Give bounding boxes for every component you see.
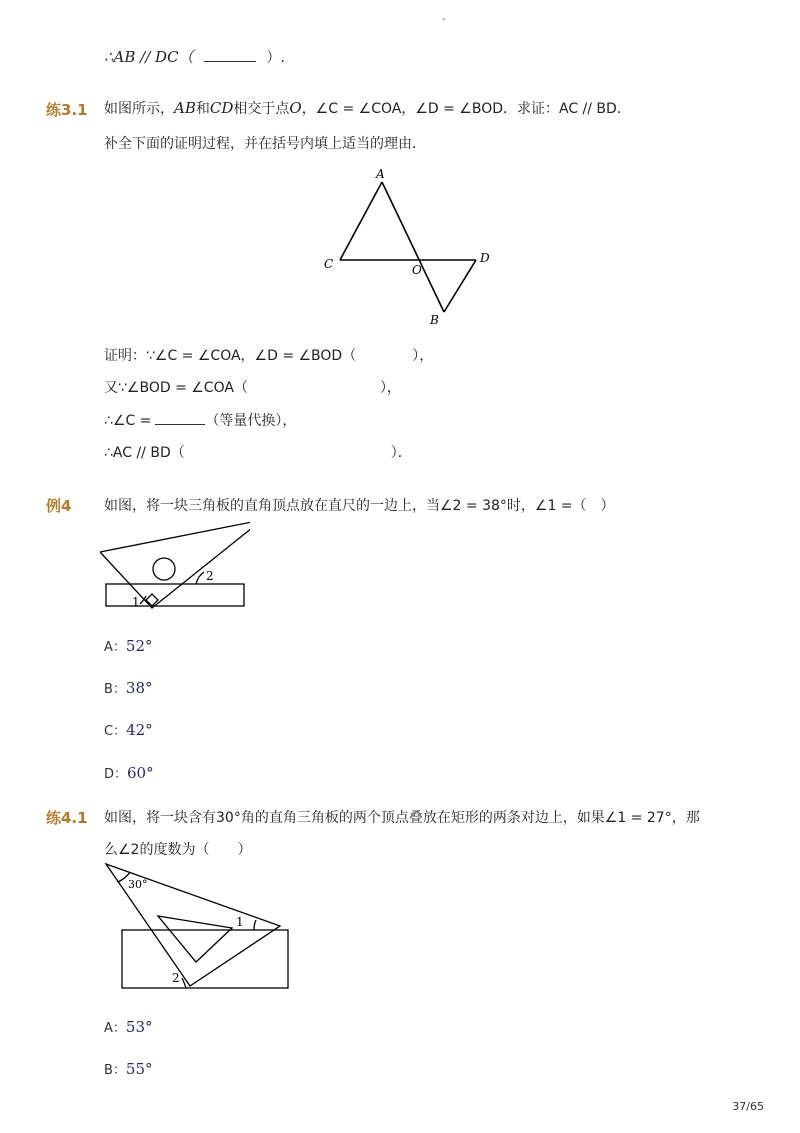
angle-1-arc	[254, 920, 256, 930]
option-value: 53°	[125, 1018, 153, 1036]
set-square	[100, 520, 250, 608]
segment-db	[444, 260, 476, 312]
option-value: 55°	[125, 1060, 153, 1078]
ex4-question: 如图，将一块三角板的直角顶点放在直尺的一边上，当∠2 = 38°时，∠1 =（ ）	[104, 498, 615, 514]
proof-4-close: ）．	[390, 445, 412, 461]
header-mark: -	[442, 14, 446, 25]
top-line-close: ）.	[266, 50, 285, 66]
page-number: 37/65	[732, 1100, 764, 1113]
ex31-line2: 补全下面的证明过程，并在括号内填上适当的理由．	[104, 136, 426, 152]
ex41-tag: 练4.1	[46, 809, 88, 827]
ex41-option-a[interactable]	[104, 1017, 153, 1036]
option-letter: B：	[104, 1063, 126, 1078]
option-letter: C：	[104, 724, 127, 739]
angle-2-arc	[196, 572, 204, 584]
ex4-option-a[interactable]	[104, 636, 153, 655]
ex41-figure	[104, 860, 294, 994]
top-line-text: ∴AB // DC（	[104, 48, 194, 66]
segment-ca	[340, 182, 382, 260]
ex41-line2: 么∠2的度数为（ ）	[104, 842, 252, 858]
option-letter: A：	[104, 1021, 126, 1036]
proof-line-2	[104, 377, 401, 397]
ex31-cond: ，∠C = ∠COA，∠D = ∠BOD．求证：AC // BD．	[301, 101, 631, 117]
ex4-tag: 例4	[46, 497, 72, 515]
ex31-intro: 如图所示，	[104, 101, 174, 117]
ex41-label-2: 2	[172, 971, 180, 985]
ex41-label-30: 30°	[128, 878, 148, 891]
rectangle	[122, 930, 288, 988]
proof-4-text: ∴AC // BD（	[104, 445, 185, 461]
label-D: D	[480, 251, 490, 265]
ex4-label-1: 1	[132, 595, 140, 609]
ex41-line1: 如图，将一块含有30°角的直角三角板的两个顶点叠放在矩形的两条对边上，如果∠1 = 27°，那	[104, 810, 700, 826]
proof-line-1	[104, 345, 433, 365]
ruler	[106, 584, 244, 606]
ex31-mid2: 相交于点	[233, 101, 290, 117]
ex4-option-d[interactable]	[104, 763, 154, 782]
ex41-label-1: 1	[236, 915, 244, 929]
ex31-cd: CD	[209, 99, 234, 117]
proof-1-close: ），	[412, 348, 434, 364]
ex31-mid1: 和	[195, 101, 210, 117]
ex31-o: O	[289, 99, 302, 117]
proof-3-blank	[155, 424, 205, 425]
ex4-label-2: 2	[206, 569, 214, 583]
option-value: 38°	[125, 679, 153, 697]
label-A: A	[376, 167, 385, 181]
ex31-figure	[318, 166, 498, 328]
proof-1-text: 证明：∵∠C = ∠COA，∠D = ∠BOD（	[104, 348, 357, 364]
proof-2-text: 又∵∠BOD = ∠COA（	[104, 380, 248, 396]
ex4-figure	[100, 516, 250, 612]
option-value: 52°	[125, 637, 153, 655]
option-value: 60°	[127, 764, 154, 782]
proof-line-3	[104, 410, 296, 430]
option-letter: D：	[104, 767, 128, 782]
label-O: O	[412, 263, 422, 277]
ex4-option-c[interactable]	[104, 720, 153, 739]
ex41-option-b[interactable]	[104, 1059, 153, 1078]
ex4-option-b[interactable]	[104, 678, 153, 697]
proof-3-text: ∴∠C =	[104, 413, 152, 429]
proof-3-after: （等量代换），	[205, 413, 297, 429]
top-line	[104, 46, 285, 67]
ex31-ab: AB	[174, 99, 196, 117]
label-C: C	[324, 257, 334, 271]
segment-ab	[382, 182, 444, 312]
option-letter: A：	[104, 640, 126, 655]
option-letter: B：	[104, 682, 126, 697]
option-value: 42°	[126, 721, 153, 739]
label-B: B	[430, 313, 439, 327]
proof-2-close: ），	[379, 380, 401, 396]
ex31-line1	[104, 98, 631, 118]
set-square-hole	[153, 558, 175, 580]
top-line-blank	[204, 61, 256, 62]
ex31-tag: 练3.1	[46, 101, 88, 119]
proof-line-4	[104, 442, 412, 462]
